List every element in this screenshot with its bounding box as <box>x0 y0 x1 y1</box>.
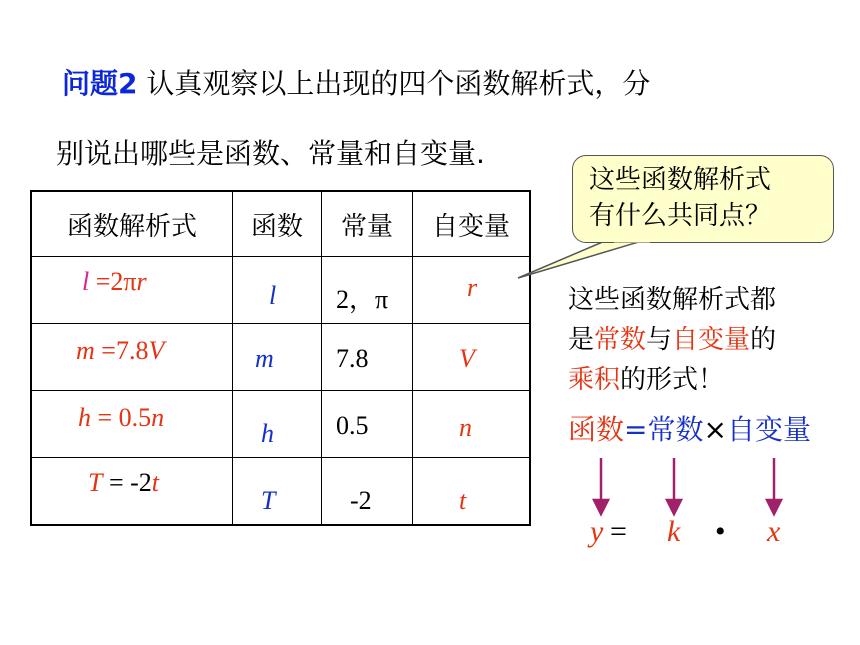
variable-cell: n <box>413 391 531 458</box>
expression-cell: l =2πr <box>31 257 233 324</box>
variable-cell: t <box>413 458 531 526</box>
question-line-2: 别说出哪些是函数、常量和自变量. <box>56 137 485 170</box>
table-header-row <box>31 191 530 257</box>
header-expression: 函数解析式 <box>31 191 233 257</box>
constant-cell: 2，π <box>322 257 413 324</box>
observation-note <box>568 280 858 400</box>
expr-y: y <box>590 515 604 548</box>
expr-x: x <box>767 515 781 548</box>
function-cell: m <box>233 324 322 391</box>
bubble-line-1: 这些函数解析式 <box>589 165 772 195</box>
constant-cell: 0.5 <box>322 391 413 458</box>
word-formula: 函数=常数×自变量 <box>568 413 811 446</box>
note-line-3: 乘积的形式！ <box>568 365 725 395</box>
header-function: 函数 <box>233 191 322 257</box>
formula-function: 函数 <box>568 413 625 446</box>
table-row <box>31 391 530 458</box>
variable-cell: r <box>413 257 531 324</box>
expr-equals: = <box>610 515 627 548</box>
constant-cell: -2 <box>322 458 413 526</box>
header-variable: 自变量 <box>413 191 531 257</box>
table-row <box>31 257 530 324</box>
question-text-1: 认真观察以上出现的四个函数解析式，分 <box>137 67 651 100</box>
constant-cell: 7.8 <box>322 324 413 391</box>
function-table <box>30 190 531 526</box>
question-label: 问题2 <box>62 67 138 100</box>
variable-cell: V <box>413 324 531 391</box>
bubble-line-2: 有什么共同点？ <box>589 201 772 231</box>
expression-cell: T = -2t <box>31 458 233 526</box>
note-line-2: 是常数与自变量的 <box>568 325 777 355</box>
formula-constant: 常数 <box>647 413 704 446</box>
formula-variable: 自变量 <box>726 413 811 446</box>
header-constant: 常量 <box>322 191 413 257</box>
table-row <box>31 324 530 391</box>
expression-cell: h = 0.5n <box>31 391 233 458</box>
function-cell: h <box>233 391 322 458</box>
expr-k: k <box>667 515 681 548</box>
expression-cell: m =7.8V <box>31 324 233 391</box>
expr-dot: • <box>715 515 726 548</box>
note-line-1: 这些函数解析式都 <box>568 285 777 315</box>
table-row <box>31 458 530 526</box>
function-cell: T <box>233 458 322 526</box>
callout-bubble <box>572 155 834 243</box>
function-cell: l <box>233 257 322 324</box>
question-line-1 <box>62 67 651 100</box>
